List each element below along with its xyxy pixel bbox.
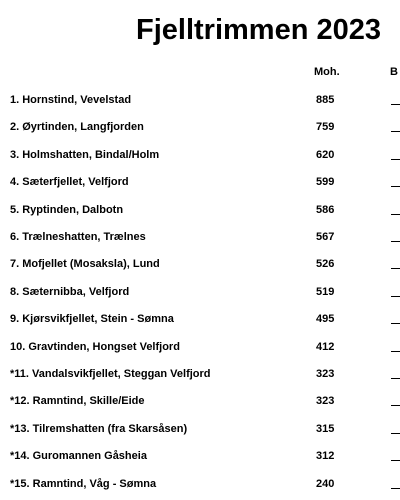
list-item [0, 313, 400, 329]
mountain-name: 6. Trælneshatten, Trælnes [10, 231, 146, 243]
mountain-name: 8. Sæternibba, Velfjord [10, 285, 130, 298]
mountain-name: *14. Guromannen Gåsheia [10, 450, 147, 463]
entry-blank-line [391, 378, 400, 379]
mountain-name: 1. Hornstind, Vevelstad [10, 94, 132, 106]
cut-off-column-header: B [390, 66, 398, 78]
entry-blank-line [391, 186, 400, 187]
mountain-height: 620 [316, 148, 335, 161]
list-item [0, 176, 400, 192]
entry-blank-line [391, 214, 400, 215]
mountain-name: 2. Øyrtinden, Langfjorden [10, 121, 144, 134]
list-item [0, 395, 400, 411]
list-item [0, 204, 400, 220]
entry-blank-line [391, 433, 400, 434]
entry-blank-line [391, 405, 400, 406]
entry-blank-line [391, 131, 400, 132]
mountain-height: 323 [316, 368, 335, 380]
entry-blank-line [391, 296, 400, 297]
mountain-name: 7. Mofjellet (Mosaksla), Lund [10, 258, 160, 271]
list-item [0, 286, 400, 302]
mountain-height: 526 [316, 258, 335, 271]
mountain-height: 519 [316, 285, 335, 298]
mountain-name: 9. Kjørsvikfjellet, Stein - Sømna [10, 313, 174, 326]
list-item [0, 341, 400, 357]
entry-blank-line [391, 241, 400, 242]
entry-blank-line [391, 351, 400, 352]
list-item [0, 94, 400, 110]
mountain-height: 885 [316, 94, 335, 106]
entry-blank-line [391, 488, 400, 489]
height-column-header: Moh. [314, 66, 340, 78]
mountain-height: 586 [316, 203, 335, 216]
page-title: Fjelltrimmen 2023 [136, 14, 381, 46]
mountain-height: 312 [316, 450, 335, 463]
list-item [0, 121, 400, 137]
mountain-height: 759 [316, 121, 335, 134]
entry-blank-line [391, 323, 400, 324]
mountain-name: *15. Ramntind, Våg - Sømna [10, 477, 157, 490]
mountain-height: 240 [316, 477, 335, 490]
list-item [0, 258, 400, 274]
mountain-height: 599 [316, 176, 335, 189]
entry-blank-line [391, 460, 400, 461]
mountain-height: 495 [316, 313, 335, 326]
entry-blank-line [391, 268, 400, 269]
mountain-name: *13. Tilremshatten (fra Skarsåsen) [10, 422, 188, 435]
entry-blank-line [391, 159, 400, 160]
list-item [0, 231, 400, 247]
mountain-height: 567 [316, 231, 335, 243]
mountain-height: 323 [316, 395, 335, 408]
list-item [0, 423, 400, 439]
mountain-name: 5. Ryptinden, Dalbotn [10, 203, 124, 216]
mountain-name: 4. Sæterfjellet, Velfjord [10, 176, 129, 189]
list-item [0, 478, 400, 494]
mountain-name: *12. Ramntind, Skille/Eide [10, 395, 145, 408]
mountain-name: 10. Gravtinden, Hongset Velfjord [10, 340, 180, 353]
mountain-name: 3. Holmshatten, Bindal/Holm [10, 148, 160, 161]
mountain-height: 315 [316, 422, 335, 435]
entry-blank-line [391, 104, 400, 105]
list-item [0, 450, 400, 466]
mountain-height: 412 [316, 340, 335, 353]
mountain-name: *11. Vandalsvikfjellet, Steggan Velfjord [10, 368, 211, 380]
list-item [0, 368, 400, 384]
list-item [0, 149, 400, 165]
